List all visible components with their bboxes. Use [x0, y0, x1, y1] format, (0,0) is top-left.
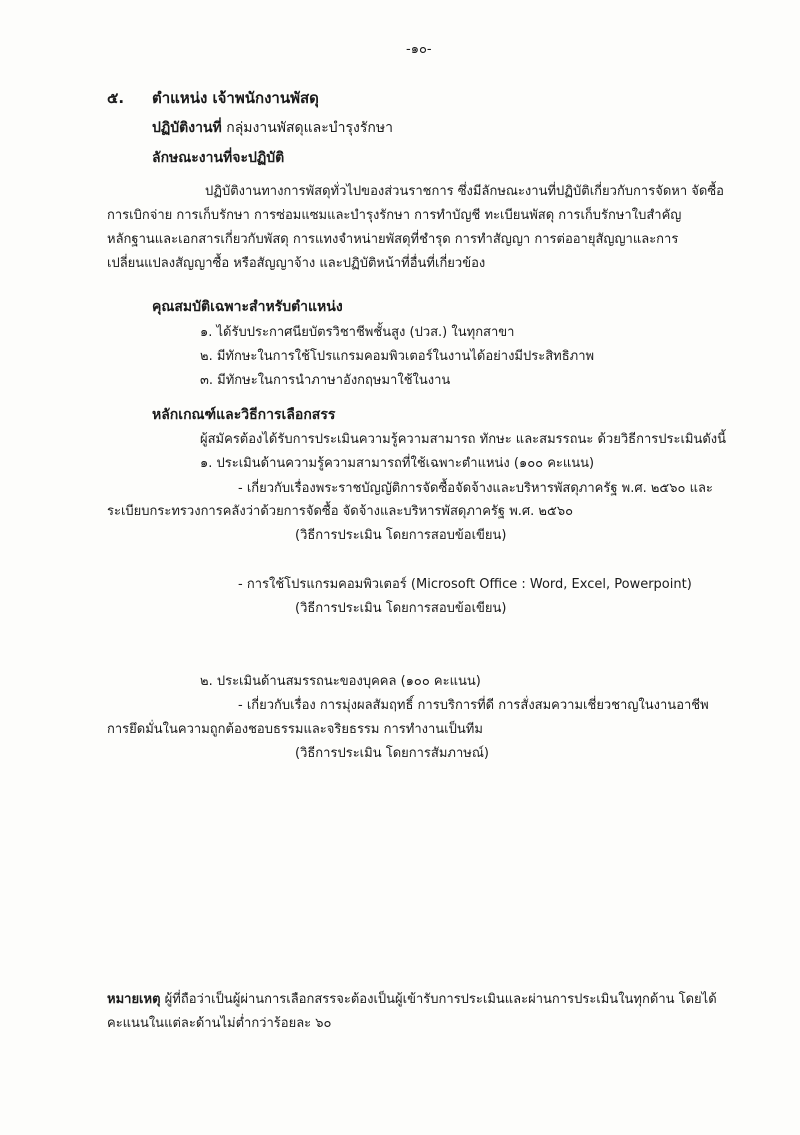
criteria-part1-item1-method: (วิธีการประเมิน โดยการสอบข้อเขียน) [295, 528, 507, 543]
criteria-heading: หลักเกณฑ์และวิธีการเลือกสรร [152, 407, 336, 423]
qualification-item: ๑. ได้รับประกาศนียบัตรวิชาชีพชั้นสูง (ปวส.) ในทุกสาขา [200, 325, 515, 340]
note-label: หมายเหตุ [107, 992, 161, 1007]
criteria-part2-method: (วิธีการประเมิน โดยการสัมภาษณ์) [295, 746, 489, 761]
criteria-part2-title: ๒. ประเมินด้านสมรรถนะของบุคคล (๑๐๐ คะแนน) [200, 674, 481, 689]
duties-line: ปฏิบัติงานทางการพัสดุทั่วไปของส่วนราชการ ซึ่งมีลักษณะงานที่ปฏิบัติเกี่ยวกับการจัดหา จัดซื้อ [205, 184, 724, 199]
criteria-part1-item1-line1: - เกี่ยวกับเรื่องพระราชบัญญัติการจัดซื้อจัดจ้างและบริหารพัสดุภาครัฐ พ.ศ. ๒๕๖๐ และ [238, 481, 713, 496]
workplace-value: กลุ่มงานพัสดุและบำรุงรักษา [226, 120, 393, 136]
duties-heading: ลักษณะงานที่จะปฏิบัติ [152, 150, 285, 166]
criteria-part2-line2: การยึดมั่นในความถูกต้องชอบธรรมและจริยธรรม การทำงานเป็นทีม [107, 722, 483, 737]
criteria-part1-title: ๑. ประเมินด้านความรู้ความสามารถที่ใช้เฉพาะตำแหน่ง (๑๐๐ คะแนน) [200, 456, 595, 471]
duties-line: เปลี่ยนแปลงสัญญาซื้อ หรือสัญญาจ้าง และปฏิบัติหน้าที่อื่นที่เกี่ยวข้อง [107, 256, 486, 271]
criteria-part2-line1: - เกี่ยวกับเรื่อง การมุ่งผลสัมฤทธิ์ การบริการที่ดี การสั่งสมความเชี่ยวชาญในงานอาชีพ [238, 698, 709, 713]
section-number: ๕. [107, 89, 125, 107]
page-number: -๑๐- [406, 42, 432, 57]
criteria-part1-item2-line1: - การใช้โปรแกรมคอมพิวเตอร์ (Microsoft Office : Word, Excel, Powerpoint) [238, 577, 692, 592]
qualification-item: ๓. มีทักษะในการนำภาษาอังกฤษมาใช้ในงาน [200, 373, 451, 388]
note-line2: คะแนนในแต่ละด้านไม่ต่ำกว่าร้อยละ ๖๐ [107, 1016, 332, 1031]
workplace-line [152, 118, 393, 138]
duties-line: หลักฐานและเอกสารเกี่ยวกับพัสดุ การแทงจำหน่ายพัสดุที่ชำรุด การทำสัญญา การต่ออายุสัญญาและการ [107, 232, 679, 247]
note-line [107, 990, 717, 1010]
position-title: ตำแหน่ง เจ้าพนักงานพัสดุ [152, 89, 319, 107]
workplace-label: ปฏิบัติงานที่ [152, 120, 222, 136]
duties-line: การเบิกจ่าย การเก็บรักษา การซ่อมแซมและบำรุงรักษา การทำบัญชี ทะเบียนพัสดุ การเก็บรักษาใบสำคัญ [107, 208, 682, 223]
qualifications-heading: คุณสมบัติเฉพาะสำหรับตำแหน่ง [152, 299, 343, 315]
criteria-part1-item1-line2: ระเบียบกระทรวงการคลังว่าด้วยการจัดซื้อ จัดจ้างและบริหารพัสดุภาครัฐ พ.ศ. ๒๕๖๐ [107, 504, 574, 519]
criteria-part1-item2-method: (วิธีการประเมิน โดยการสอบข้อเขียน) [295, 601, 507, 616]
criteria-intro: ผู้สมัครต้องได้รับการประเมินความรู้ความสามารถ ทักษะ และสมรรถนะ ด้วยวิธีการประเมินดังนี้ [200, 432, 727, 447]
qualification-item: ๒. มีทักษะในการใช้โปรแกรมคอมพิวเตอร์ในงานได้อย่างมีประสิทธิภาพ [200, 349, 595, 364]
note-line1: ผู้ที่ถือว่าเป็นผู้ผ่านการเลือกสรรจะต้องเป็นผู้เข้ารับการประเมินและผ่านการประเมินในทุกด้าน โดยได้ [164, 992, 717, 1007]
